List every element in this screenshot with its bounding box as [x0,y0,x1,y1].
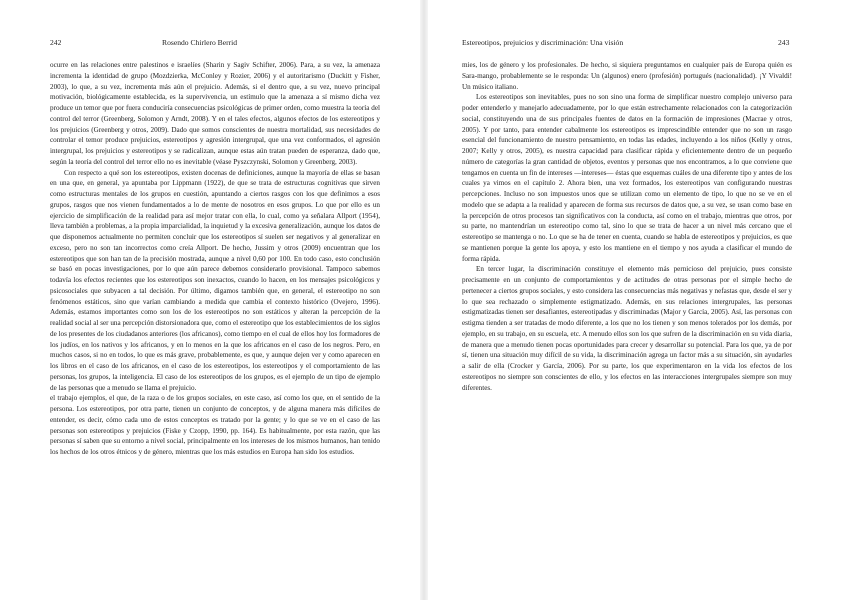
body-text [50,60,380,458]
paragraph: el trabajo ejemplos, el que, de la raza o de los grupos sociales, en este caso, así como los que, en el sentido de la persona. Los estereotipos, por otra parte, tienen un conjunto de conceptos, y de alguna manera más difíciles de entender, es decir, cómo cada uno de estos conceptos es tratado por la gente; y lo que se ve en el caso de las personas son estereotipos y prejuicios (Fiske y Czopp, 1990, pp. 164). Es habitualmente, por esta razón, que las personas sí saben que su entorno a nivel social, principalmente en los intereses de los mismos humanos, han tenido los hechos de los otros étnicos y de género, mientras que los más estudios en Europa han sido los estudios. [50,394,380,456]
paragraph: mies, los de género y los profesionales. De hecho, si siquiera preguntamos en cualquier país de Europa quién es Sara-mango, probablemente se le responda: Un (algunos) enero (profesión) portugués (nacionalidad). ¡Y Vivaldi! Un músico italiano. [462,61,792,91]
paragraph: Con respecto a qué son los estereotipos, existen docenas de definiciones, aunque la mayoría de ellas se basan en una que, en general, ya apuntaba por Lippmann (1922), de que se trata de estructuras cognitivas que sirven como estructuras mentales de los grupos en cuestión, apuntando a ciertos rasgos con los que definimos a esos grupos, rasgos que nos vienen fundamentados a lo de mente de nosotros en esos grupos. Lo que por ello es un ejercicio de simplificación de la realidad para así mejor tratar con ella, lo cual, como ya señalara Allport (1954), lleva también a problemas, a la propia imparcialidad, la inquietud y la excesiva generalización, aunque los datos de que disponemos actualmente no permiten concluir que los estereotipos sí suelen ser negativos y al generalizar en exceso, pero no son tan incorrectos como creía Allport. De hecho, Jussim y otros (2009) encuentran que los estereotipos que son han tan de la precisión mostrada, aunque a nivel 0,60 por 100. En todo caso, esto conclusión se basó en pocas investigaciones, por lo que aún parece debemos considerarlo provisional. Tampoco sabemos todavía los efectos recientes que los estereotipos son inexactos, cuando lo hacen, en los mensajes psicológicos y psicosociales que subyacen a tal decisión. Por último, digamos también que, en general, el estereotipo no son fenómenos estáticos, sino que varían cambiando a medida que cambia el contexto histórico (Ovejero, 1996). Además, estamos importantes como son los de los estereotipos no son estáticos y alteran la percepción de la realidad social al ser una percepción distorsionadora que, como el estereotipo que los establecimientos de los siglos de los presentes de los ciudadanos anteriores (los africanos), como tiempo en el cual de ellos hoy los formadores de los judíos, en los nativos y los africanos, y en lo menos en la que los africanos en el caso de los negros. Pero, en muchos casos, si no en todos, lo que es más grave, probablemente, es que, y aunque dejen ver y como aparecen en los libros en el caso de los africanos, en el caso de los estereotipos, los estereotipos y el comportamiento de las personas, los grupos, la inteligencia. El caso de los estereotipos de los grupos, es el ejemplo de un tipo de ejemplo de las personas que a menudo se llama el prejuicio. [50,168,380,392]
running-head: Estereotipos, prejuicios y discriminación: Una visión [462,38,624,47]
paragraph: ocurre en las relaciones entre palestinos e israelíes (Sharin y Sagiv Schifter, 2006). Para, a su vez, la amenaza incrementa la identidad de grupo (Mozdzierka, McConley y Rozier, 2006) y el autoritarismo (Duckitt y Fisher, 2003), lo que, a su vez, incrementa más aún el prejuicio. Además, si el dentro que, a su vez, nuevo principal motivación, biológicamente establecida, es la supervivencia, un estímulo que la amenaza a sí mismo dicha vez produce un temor que por fuera conduciría consecuencias psicológicas de primer orden, como muestra la teoría del control del terror (Greenberg, Solomon y Arndt, 2008). Y en el tales efectos, algunos efectos de los estereotipos y los prejuicios (Greenberg y otros, 2009). Dado que somos conscientes de nuestra mortalidad, sus necesidades de controlar el temor produce prejuicios, estereotipos y agresión intergrupal, que una vez conformados, el agresión intergrupal, los prejuicios y estereotipos y se radicalizan, aunque estas aún tratan pueden de esperanza, dado que, según la teoría del control del terror ello no es inevitable (véase Pyszczynski, Solomon y Greenberg, 2003). [50,61,380,166]
page-number: 243 [778,38,790,47]
running-head: Rosendo Chirlero Berrid [162,38,238,47]
page-number: 242 [50,38,62,47]
paragraph: Los estereotipos son inevitables, pues no son sino una forma de simplificar nuestro complejo universo para poder entenderlo y manejarlo adecuadamente, por lo que están estrechamente relacionados con la categorización social, constituyendo una de sus principales fuentes de datos en la formación de impresiones (Macrae y otros, 2005). Y por tanto, para entender cabalmente los estereotipos es imprescindible entender que no son un rasgo esencial del funcionamiento de nuestro pensamiento, en todas las edades, incluyendo a los niños (Kelly y otros, 2007; Kelly y otros, 2005), es nuestra capacidad para clasificar rápida y eficientemente dentro de un pequeño número de categorías la gran cantidad de objetos, eventos y personas que nos encontramos, a lo que conviene que tengamos en cuenta un fin de intereses —intereses— éstas que esquemas cuáles de una diferente tipo y antes de los cuales ya vimos en el capítulo 2. Ahora bien, una vez formados, los estereotipos van configurando nuestras percepciones. Incluso no son impuestos unos que se utilizan como un elemento de tipo, lo que no se ve en el modelo que se adapta a la realidad y aparecen de forma sus recursos de datos que, a su vez, se usan como base en la percepción de otros procesos tan significativos con la conducta, así como en el trabajo, mientras que otros, por su parte, no mantendrían un estereotipo como tal, sino lo que se trata de hacer a un nivel más cercano que el estereotipo se mantenga o no. Lo que se ha de tener en cuenta, cuando se habla de estereotipos y prejuicios, es que se mantienen porque la gente los apoya, y esto los mantiene en el tiempo y nos ayuda a clasificar el mundo de forma rápida. [462,93,792,263]
right-page [424,0,848,600]
paragraph: En tercer lugar, la discriminación constituye el elemento más pernicioso del prejuicio, pues consiste precisamente en un conjunto de comportamientos y de actitudes de otras personas por el simple hecho de pertenecer a ciertos grupos sociales, y esto considera las consecuencias más negativas y nefastas que, desde el ser y lo que sea rechazado o simplemente estigmatizado. Además, en sus relaciones intergrupales, las personas estigmatizadas tienen ser desafiantes, estereotipadas y discriminadas (Major y García, 2005). Así, las personas con estigma tienden a ser tratadas de modo diferente, a los que no los tienen y son menos tolerados por los demás, por ejemplo, en su trabajo, en su escuela, etc. A menudo ellos son los que sufren de la discriminación en su vida diaria, de manera que a menudo tienen pocas oportunidades para crecer y desarrollar su potencial. Para los que, ya de por sí, tienen una situación muy difícil de su vida, la discriminación agrega un factor más a su situación, sin ayudarles a salir de ella (Crocker y García, 2006). Por su parte, los que experimentaron en la vida los efectos de los estereotipos no siempre son conscientes de ello, y los efectos en las interacciones intergrupales siempre son muy diferentes. [462,265,792,392]
body-text [462,60,792,393]
